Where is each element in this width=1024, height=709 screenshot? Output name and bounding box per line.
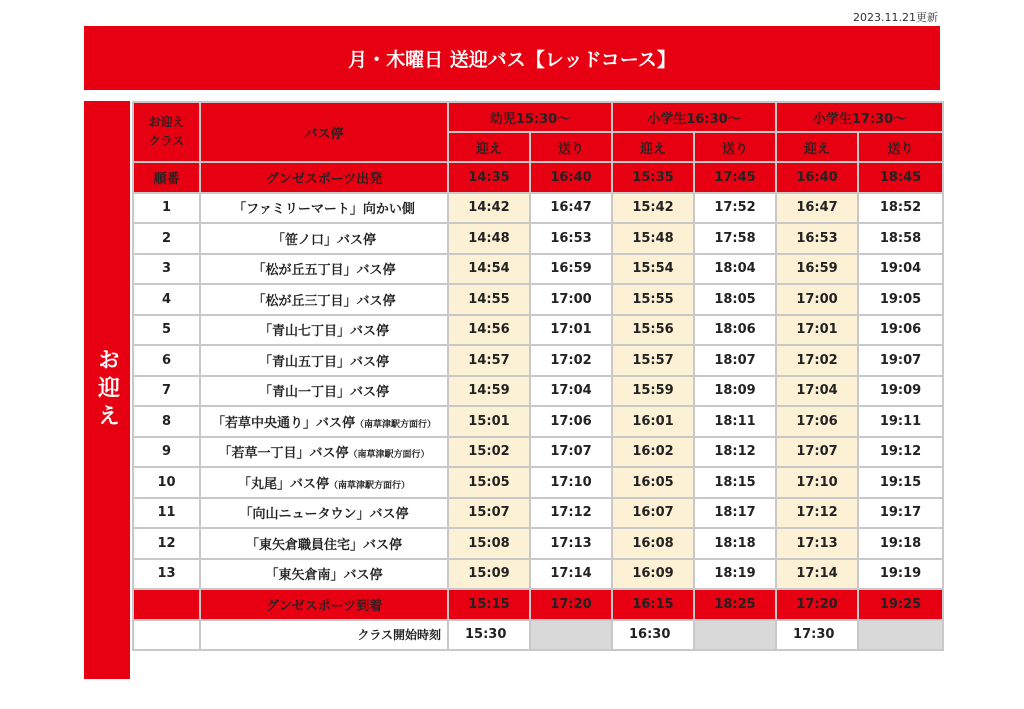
pickup-time: 15:48: [612, 223, 694, 254]
row-number: 7: [133, 376, 200, 407]
stop-name: [200, 315, 448, 346]
arrive-time: 15:15: [448, 589, 530, 620]
class-start-time: 15:30: [448, 620, 530, 651]
pickup-time: 16:09: [612, 559, 694, 590]
dropoff-time: 17:52: [694, 193, 776, 224]
dropoff-time: 16:53: [530, 223, 612, 254]
pickup-time: 14:48: [448, 223, 530, 254]
dropoff-time: 19:06: [858, 315, 943, 346]
dropoff-time: 17:04: [530, 376, 612, 407]
class-header: [133, 102, 200, 162]
table-row: [133, 193, 943, 224]
dropoff-time: 19:11: [858, 406, 943, 437]
stop-name: [200, 437, 448, 468]
row-number: 5: [133, 315, 200, 346]
pickup-header: 迎え: [776, 132, 858, 162]
pickup-time: 15:07: [448, 498, 530, 529]
pickup-time: 15:08: [448, 528, 530, 559]
arrive-time: 19:25: [858, 589, 943, 620]
pickup-time: 15:01: [448, 406, 530, 437]
arrive-time: 17:20: [776, 589, 858, 620]
row-number: 8: [133, 406, 200, 437]
class-start-blank-cell: [530, 620, 612, 651]
dropoff-header: 送り: [530, 132, 612, 162]
pickup-time: 16:02: [612, 437, 694, 468]
pickup-time: 16:07: [612, 498, 694, 529]
dropoff-time: 18:52: [858, 193, 943, 224]
pickup-time: 17:10: [776, 467, 858, 498]
page-title: [84, 26, 940, 90]
pickup-header: 迎え: [448, 132, 530, 162]
stop-label: 「若草一丁目」バス停: [218, 446, 349, 462]
pickup-time: 17:14: [776, 559, 858, 590]
stop-name: [200, 559, 448, 590]
stop-label: 「青山五丁目」バス停: [258, 354, 389, 370]
stop-label: 「青山一丁目」バス停: [258, 385, 389, 401]
table-row: [133, 376, 943, 407]
table-row: [133, 498, 943, 529]
dropoff-time: 18:05: [694, 284, 776, 315]
pickup-time: 15:09: [448, 559, 530, 590]
pickup-time: 14:59: [448, 376, 530, 407]
stop-label: 「青山七丁目」バス停: [258, 324, 389, 340]
row-number: 11: [133, 498, 200, 529]
table-row: [133, 284, 943, 315]
pickup-time: 16:47: [776, 193, 858, 224]
table-row: [133, 345, 943, 376]
dropoff-time: 19:09: [858, 376, 943, 407]
dropoff-time: 19:05: [858, 284, 943, 315]
pickup-time: 17:04: [776, 376, 858, 407]
dropoff-time: 17:02: [530, 345, 612, 376]
depart-label: グンゼスポーツ出発: [200, 162, 448, 193]
pickup-time: 15:02: [448, 437, 530, 468]
row-number: 6: [133, 345, 200, 376]
order-label: 順番: [133, 162, 200, 193]
class-start-blank-cell: [858, 620, 943, 651]
pickup-time: 17:07: [776, 437, 858, 468]
pickup-time: 17:00: [776, 284, 858, 315]
depart-time: 14:35: [448, 162, 530, 193]
stop-label: 「松が丘五丁目」バス停: [252, 263, 396, 279]
depart-time: 17:45: [694, 162, 776, 193]
stop-name: [200, 376, 448, 407]
class-header-line1: お迎え: [148, 115, 185, 129]
arrive-time: 17:20: [530, 589, 612, 620]
class-start-label: クラス開始時刻: [200, 620, 448, 651]
dropoff-time: 18:12: [694, 437, 776, 468]
pickup-time: 16:01: [612, 406, 694, 437]
class-header-line2: クラス: [148, 134, 185, 148]
stop-name: [200, 254, 448, 285]
pickup-time: 17:06: [776, 406, 858, 437]
pickup-time: 16:08: [612, 528, 694, 559]
stop-label: 「丸尾」バス停: [237, 476, 329, 492]
class-start-blank-cell: [694, 620, 776, 651]
dropoff-time: 16:47: [530, 193, 612, 224]
dropoff-time: 19:12: [858, 437, 943, 468]
dropoff-time: 18:15: [694, 467, 776, 498]
updated-date: 2023.11.21更新: [853, 11, 938, 24]
pickup-time: 17:13: [776, 528, 858, 559]
stop-label: 「笹ノ口」バス停: [271, 232, 376, 248]
dropoff-time: 18:04: [694, 254, 776, 285]
pickup-time: 14:55: [448, 284, 530, 315]
stop-note: （南草津駅方面行）: [348, 450, 430, 461]
pickup-time: 15:56: [612, 315, 694, 346]
pickup-time: 15:54: [612, 254, 694, 285]
pickup-time: 17:02: [776, 345, 858, 376]
dropoff-time: 18:58: [858, 223, 943, 254]
dropoff-time: 17:14: [530, 559, 612, 590]
pickup-time: 15:55: [612, 284, 694, 315]
table-row: [133, 467, 943, 498]
table-row: [133, 559, 943, 590]
dropoff-time: 18:19: [694, 559, 776, 590]
pickup-time: 16:53: [776, 223, 858, 254]
dropoff-time: 19:15: [858, 467, 943, 498]
pickup-time: 14:54: [448, 254, 530, 285]
row-number: 4: [133, 284, 200, 315]
stop-name: [200, 528, 448, 559]
pickup-time: 15:59: [612, 376, 694, 407]
dropoff-time: 19:17: [858, 498, 943, 529]
row-number: 3: [133, 254, 200, 285]
table-row: [133, 254, 943, 285]
stop-label: 「東矢倉職員住宅」バス停: [245, 537, 402, 553]
depart-time: 15:35: [612, 162, 694, 193]
depart-row: [133, 162, 943, 193]
stop-label: 「向山ニュータウン」バス停: [239, 507, 409, 523]
dropoff-time: 19:18: [858, 528, 943, 559]
row-number: 13: [133, 559, 200, 590]
class-start-row: [133, 620, 943, 651]
side-label: [84, 101, 130, 679]
schedule-table: [132, 101, 944, 651]
table-row: [133, 406, 943, 437]
dropoff-time: 19:04: [858, 254, 943, 285]
stop-name: [200, 193, 448, 224]
stop-label: 「東矢倉南」バス停: [265, 568, 383, 584]
dropoff-time: 17:00: [530, 284, 612, 315]
stop-name: [200, 284, 448, 315]
depart-time: 18:45: [858, 162, 943, 193]
stop-name: [200, 223, 448, 254]
dropoff-time: 17:10: [530, 467, 612, 498]
pickup-time: 17:01: [776, 315, 858, 346]
class-start-time: 16:30: [612, 620, 694, 651]
row-number: 10: [133, 467, 200, 498]
arrive-time: 16:15: [612, 589, 694, 620]
dropoff-time: 17:07: [530, 437, 612, 468]
dropoff-time: 19:07: [858, 345, 943, 376]
dropoff-time: 18:18: [694, 528, 776, 559]
dropoff-time: 19:19: [858, 559, 943, 590]
pickup-time: 16:59: [776, 254, 858, 285]
pickup-time: 14:42: [448, 193, 530, 224]
stop-note: （南草津駅方面行）: [329, 480, 411, 491]
group-header-2: 小学生16:30～: [612, 102, 776, 132]
stop-name: [200, 406, 448, 437]
stop-name: [200, 498, 448, 529]
depart-time: 16:40: [530, 162, 612, 193]
dropoff-header: 送り: [858, 132, 943, 162]
pickup-time: 17:12: [776, 498, 858, 529]
dropoff-time: 18:11: [694, 406, 776, 437]
pickup-time: 14:57: [448, 345, 530, 376]
table-row: [133, 437, 943, 468]
pickup-time: 15:42: [612, 193, 694, 224]
group-header-3: 小学生17:30～: [776, 102, 943, 132]
pickup-time: 14:56: [448, 315, 530, 346]
dropoff-time: 17:58: [694, 223, 776, 254]
stop-label: 「ファミリーマート」向かい側: [233, 202, 415, 218]
arrive-row: [133, 589, 943, 620]
stop-label: 「松が丘三丁目」バス停: [252, 293, 396, 309]
stop-name: [200, 345, 448, 376]
depart-time: 16:40: [776, 162, 858, 193]
dropoff-time: 16:59: [530, 254, 612, 285]
stop-note: （南草津駅方面行）: [355, 419, 437, 430]
class-start-time: 17:30: [776, 620, 858, 651]
row-number: 1: [133, 193, 200, 224]
dropoff-time: 18:07: [694, 345, 776, 376]
table-row: [133, 315, 943, 346]
dropoff-time: 17:06: [530, 406, 612, 437]
side-label-text: お迎え: [94, 348, 120, 432]
stop-label: 「若草中央通り」バス停: [211, 415, 355, 431]
dropoff-time: 17:01: [530, 315, 612, 346]
table-row: [133, 528, 943, 559]
pickup-time: 15:57: [612, 345, 694, 376]
arrive-label: グンゼスポーツ到着: [200, 589, 448, 620]
group-header-1: 幼児15:30～: [448, 102, 612, 132]
dropoff-time: 18:06: [694, 315, 776, 346]
dropoff-time: 18:09: [694, 376, 776, 407]
dropoff-time: 18:17: [694, 498, 776, 529]
pickup-time: 15:05: [448, 467, 530, 498]
row-number: 9: [133, 437, 200, 468]
title-text: 月・木曜日 送迎バス【レッドコース】: [348, 48, 676, 71]
stop-header: バス停: [200, 102, 448, 162]
class-start-blank: [133, 620, 200, 651]
pickup-header: 迎え: [612, 132, 694, 162]
row-number: 12: [133, 528, 200, 559]
pickup-time: 16:05: [612, 467, 694, 498]
dropoff-header: 送り: [694, 132, 776, 162]
row-number: 2: [133, 223, 200, 254]
dropoff-time: 17:13: [530, 528, 612, 559]
arrive-blank: [133, 589, 200, 620]
arrive-time: 18:25: [694, 589, 776, 620]
dropoff-time: 17:12: [530, 498, 612, 529]
table-row: [133, 223, 943, 254]
stop-name: [200, 467, 448, 498]
